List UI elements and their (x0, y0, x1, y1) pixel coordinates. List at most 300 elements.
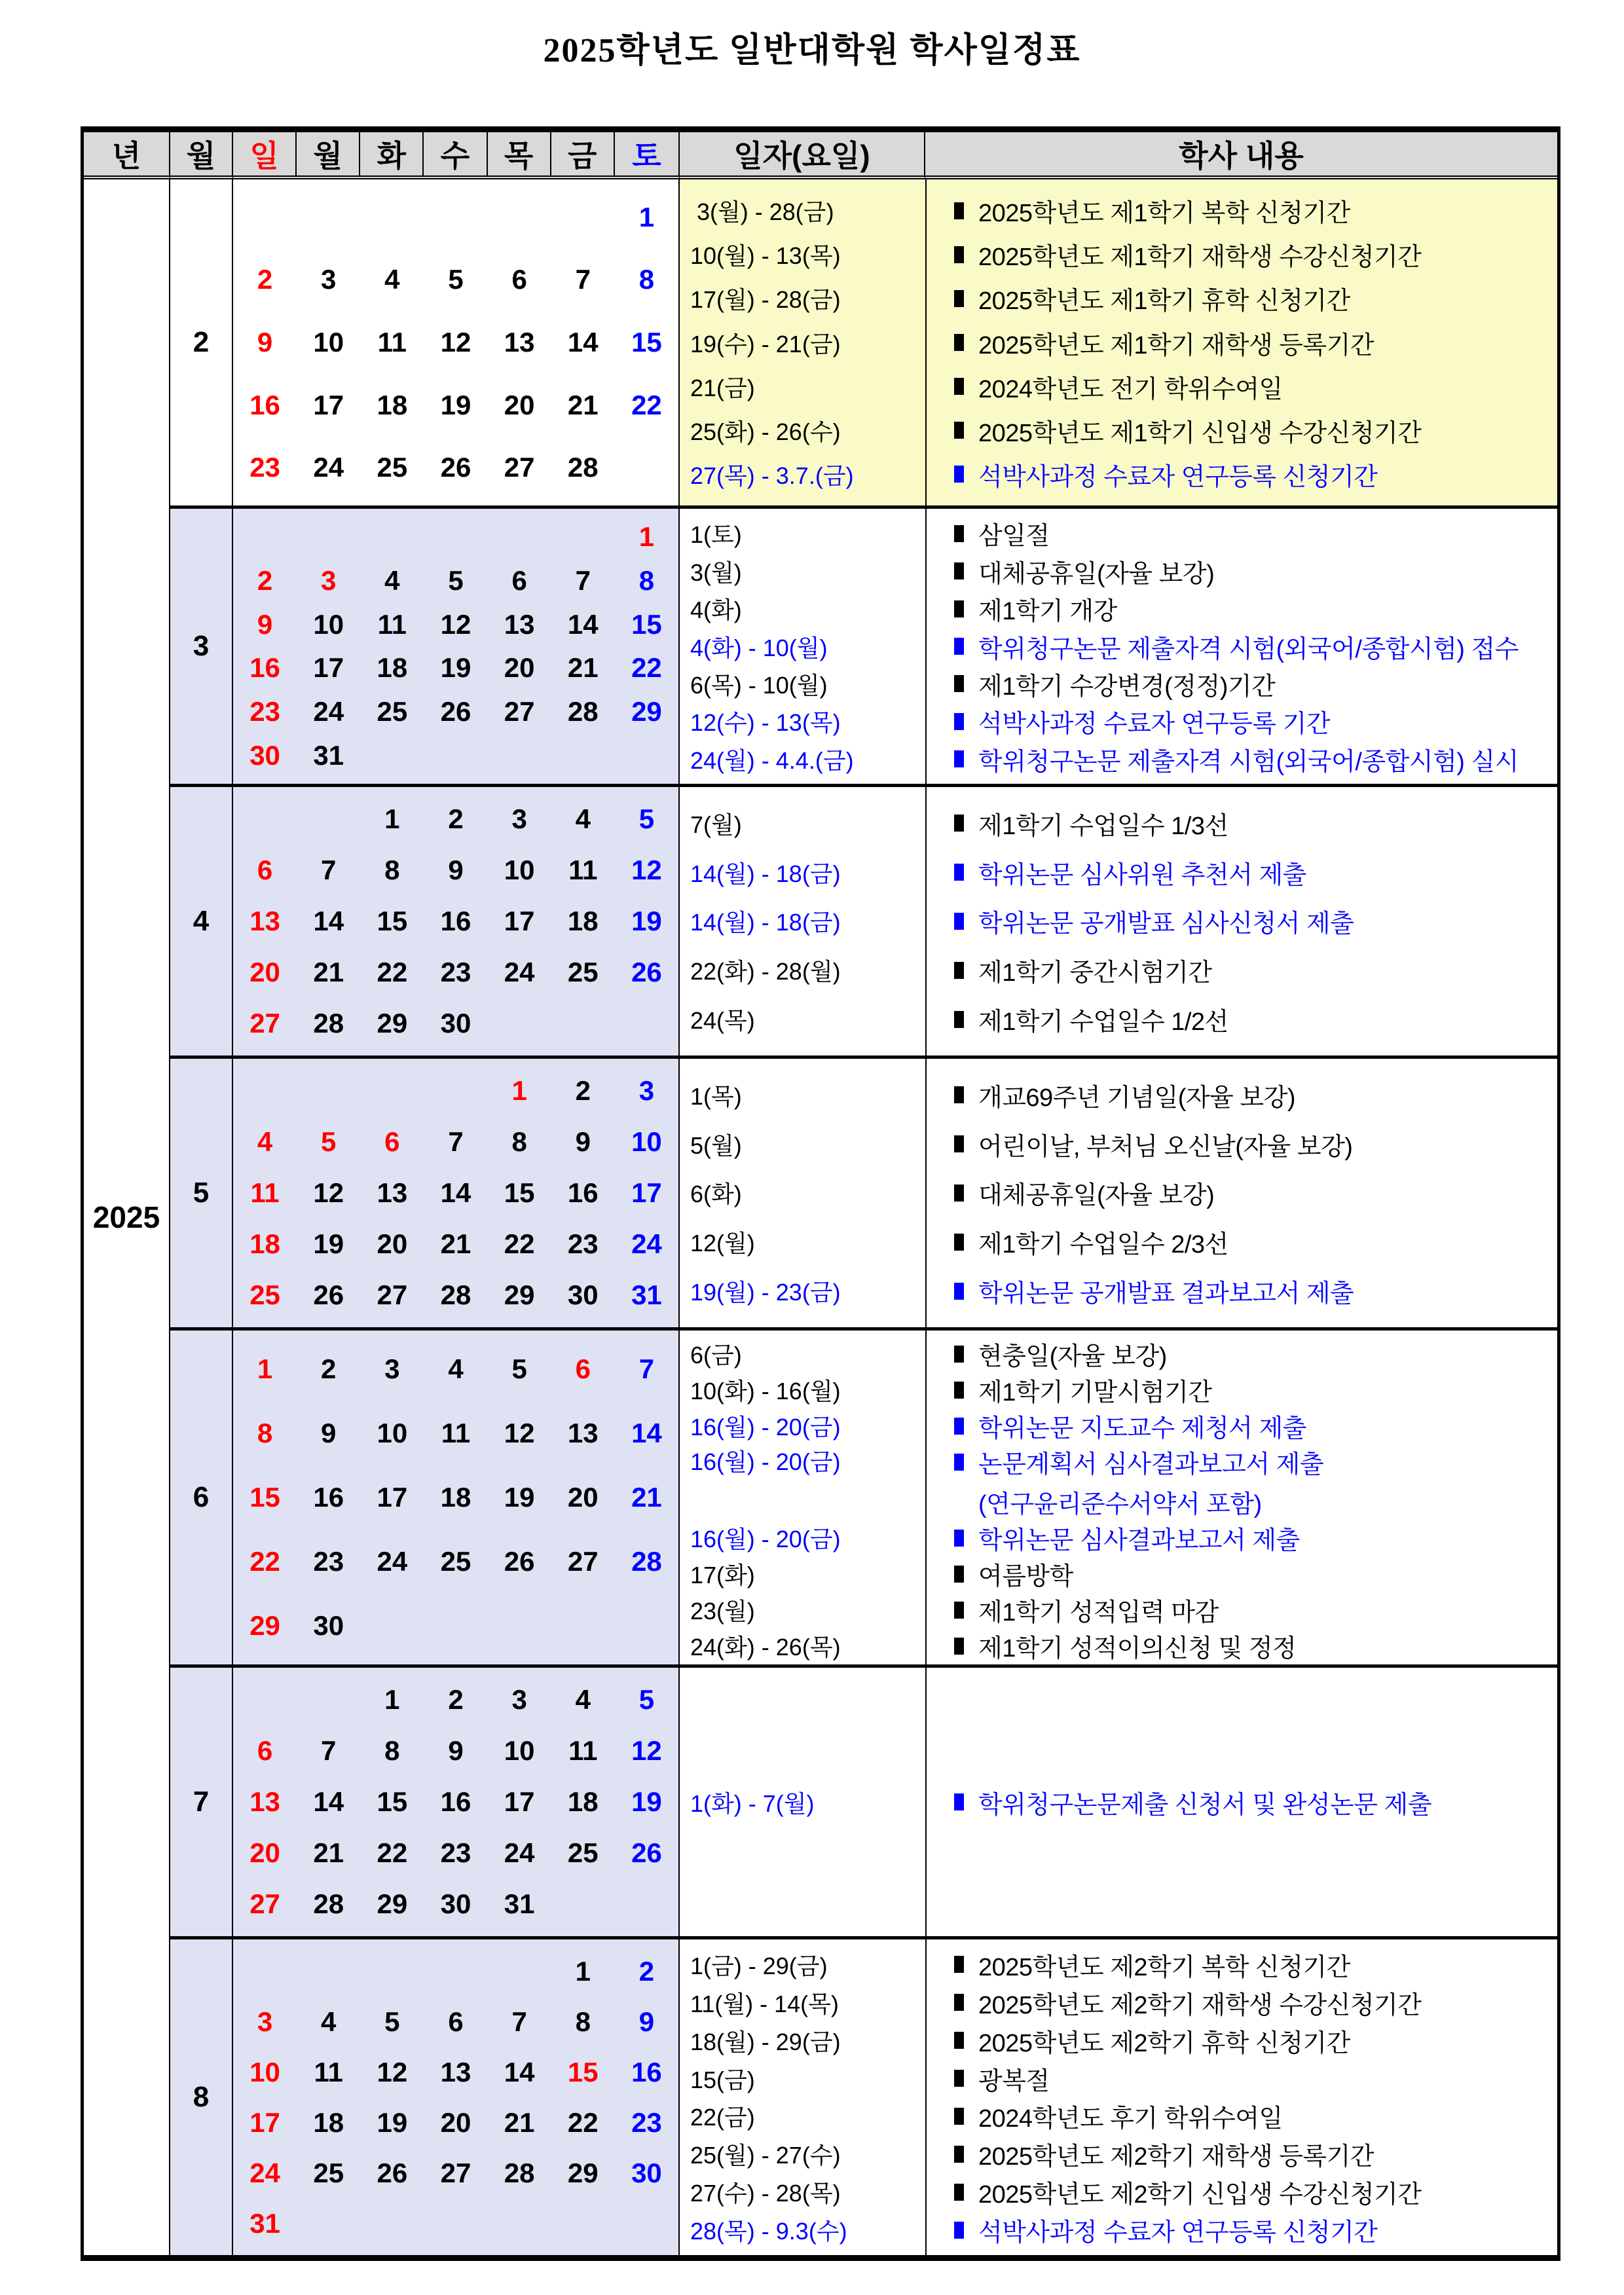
calendar-day-empty (615, 733, 678, 777)
calendar-day: 4 (575, 803, 591, 834)
calendar-day: 22 (377, 1837, 408, 1868)
schedule-event-text: 학위논문 심사결과보고서 제출 (978, 1527, 1300, 1554)
schedule-row (680, 1985, 1557, 2021)
schedule-event-text: 여름방학 (978, 1563, 1073, 1590)
calendar-day: 24 (504, 1837, 535, 1868)
calendar-day: 2 (448, 803, 464, 834)
bullet-icon (954, 1454, 964, 1471)
calendar-day-empty (297, 1946, 360, 1996)
column-divider (925, 509, 927, 784)
calendar-day: 29 (377, 1888, 408, 1919)
schedule-event-text: 석박사과정 수료자 연구등록 기간 (978, 710, 1331, 739)
calendar-day: 26 (313, 1279, 344, 1310)
calendar-day: 25 (249, 1279, 280, 1310)
calendar-day: 3 (257, 2006, 273, 2037)
bullet-icon (954, 2070, 964, 2087)
bullet-icon (954, 2146, 964, 2163)
calendar-day: 21 (567, 652, 599, 684)
bullet-icon (954, 1793, 964, 1810)
month-calendar-6 (233, 1327, 680, 1664)
schedule-event (925, 2174, 1557, 2210)
header-year: 년 (84, 132, 170, 179)
calendar-day: 20 (249, 957, 280, 987)
schedule-date: 6(화) (690, 1181, 742, 1208)
schedule-event-text: 2025학년도 제2학기 신입생 수강신청기간 (978, 2181, 1422, 2209)
calendar-day: 14 (313, 1786, 344, 1817)
calendar-day: 24 (377, 1546, 408, 1577)
calendar-day: 17 (249, 2106, 280, 2138)
schedule-event (925, 903, 1557, 939)
calendar-day: 5 (638, 803, 655, 834)
calendar-day: 14 (567, 326, 599, 358)
weekday-header-7: 토 (632, 139, 661, 173)
calendar-day: 29 (504, 1279, 535, 1310)
bullet-icon (954, 378, 964, 395)
calendar-day-empty (615, 436, 678, 499)
calendar-day-empty (488, 1946, 551, 1996)
schedule-event-text: 현충일(자율 보강) (978, 1343, 1167, 1370)
calendar-day: 12 (440, 326, 471, 358)
calendar-day: 10 (313, 326, 344, 358)
calendar-day-empty (488, 733, 551, 777)
calendar-day: 23 (567, 1228, 599, 1259)
schedule-row (680, 1592, 1557, 1628)
header-date: 일자(요일) (680, 132, 925, 179)
bullet-icon (954, 2108, 964, 2125)
calendar-day: 24 (631, 1228, 662, 1259)
calendar-day: 22 (504, 1228, 535, 1259)
schedule-date: 10(화) - 16(월) (690, 1378, 841, 1405)
calendar-day: 6 (384, 1126, 400, 1157)
calendar-day-empty (360, 1594, 424, 1658)
bullet-icon (954, 1530, 964, 1547)
schedule-event (925, 2098, 1557, 2134)
calendar-day: 26 (440, 695, 471, 727)
calendar-day: 28 (440, 1279, 471, 1310)
calendar-day: 18 (567, 906, 599, 936)
schedule-date: 16(월) - 20(금) (690, 1448, 841, 1475)
calendar-day: 16 (249, 652, 280, 684)
calendar-day: 17 (313, 389, 344, 420)
calendar-day-empty (488, 998, 551, 1049)
schedule-date: 28(목) - 9.3(수) (690, 2218, 847, 2245)
schedule-event-text: 제1학기 중간시험기간 (978, 959, 1212, 987)
month-calendar-5 (233, 1056, 680, 1327)
schedule-event (925, 1175, 1557, 1211)
month-calendar-4 (233, 784, 680, 1056)
calendar-day: 18 (249, 1228, 280, 1259)
calendar-day: 12 (377, 2056, 408, 2087)
calendar-day: 2 (575, 1075, 591, 1106)
calendar-day: 18 (377, 389, 408, 420)
schedule-event-text: 제1학기 성적입력 마감 (978, 1599, 1219, 1626)
schedule-event-text: 제1학기 수강변경(정정)기간 (978, 672, 1276, 701)
calendar-day: 11 (568, 1735, 598, 1766)
schedule-row (680, 456, 1557, 492)
calendar-day: 16 (631, 2056, 662, 2087)
schedule-event (925, 1947, 1557, 1983)
header-content: 학사 내용 (925, 132, 1557, 179)
schedule-row (680, 2174, 1557, 2210)
schedule-event (925, 369, 1557, 405)
calendar-day: 19 (504, 1482, 535, 1513)
schedule-event (925, 805, 1557, 841)
column-divider (925, 1059, 927, 1327)
calendar-day: 17 (377, 1482, 408, 1513)
calendar-day-empty (615, 1879, 678, 1930)
month-label-5: 5 (170, 1056, 233, 1327)
calendar-day: 6 (511, 564, 527, 596)
month-calendar-8 (233, 1936, 680, 2255)
weekday-header-1: 일 (233, 132, 297, 175)
calendar-day-empty (297, 2198, 360, 2249)
schedule-date: 22(화) - 28(월) (690, 958, 841, 985)
calendar-day-empty (424, 1594, 487, 1658)
schedule-date: 11(월) - 14(목) (690, 1990, 839, 2017)
calendar-day: 3 (511, 803, 527, 834)
month-label-3: 3 (170, 505, 233, 784)
calendar-day: 1 (384, 1684, 400, 1715)
calendar-day-empty (424, 186, 487, 249)
calendar-day: 10 (377, 1418, 408, 1448)
schedule-event-text: 2025학년도 제2학기 복학 신청기간 (978, 1953, 1350, 1981)
schedule-row (680, 280, 1557, 316)
calendar-day: 29 (377, 1008, 408, 1038)
calendar-day-empty (551, 1879, 615, 1930)
calendar-day: 22 (567, 2106, 599, 2138)
calendar-day: 3 (321, 564, 337, 596)
header-month: 월 (170, 132, 233, 179)
bullet-icon (954, 2222, 964, 2239)
calendar-day-empty (488, 1594, 551, 1658)
month-label-8: 8 (170, 1936, 233, 2255)
calendar-day-empty (360, 515, 424, 559)
schedule-date: 19(월) - 23(금) (690, 1279, 841, 1306)
calendar-day-empty (233, 1946, 297, 1996)
calendar-day-empty (424, 2198, 487, 2249)
schedule-row (680, 515, 1557, 551)
calendar-day: 13 (567, 1418, 599, 1448)
schedule-event (925, 2023, 1557, 2059)
schedule-event-text: 대체공휴일(자율 보강) (978, 1182, 1215, 1210)
schedule-event (925, 2061, 1557, 2097)
schedule-event (925, 741, 1557, 777)
calendar-day: 29 (249, 1610, 280, 1641)
month-label-2: 2 (170, 179, 233, 505)
bullet-icon (954, 1135, 964, 1152)
schedule-event (925, 854, 1557, 890)
schedule-event-text: 대체공휴일(자율 보강) (978, 560, 1215, 588)
bullet-icon (954, 2032, 964, 2049)
calendar-day: 4 (448, 1353, 464, 1384)
schedule-event-text: 제1학기 수업일수 2/3선 (978, 1231, 1228, 1259)
calendar-day: 12 (631, 1735, 662, 1766)
calendar-day: 27 (377, 1279, 408, 1310)
schedule-event-text: 제1학기 수업일수 1/3선 (978, 812, 1228, 840)
calendar-day: 28 (504, 2157, 535, 2188)
calendar-day: 3 (321, 264, 337, 295)
calendar-day: 29 (567, 2157, 599, 2188)
calendar-day: 28 (631, 1546, 662, 1577)
calendar-day: 9 (257, 608, 273, 640)
schedule-date: 25(화) - 26(수) (690, 418, 841, 445)
schedule-row (680, 1784, 1557, 1820)
calendar-day: 27 (249, 1008, 280, 1038)
schedule-date: 18(월) - 29(금) (690, 2028, 841, 2055)
calendar-day: 2 (257, 564, 273, 596)
column-divider (925, 1668, 927, 1936)
calendar-day: 18 (440, 1482, 471, 1513)
schedule-row (680, 1556, 1557, 1592)
calendar-day: 17 (631, 1177, 662, 1208)
schedule-row (680, 369, 1557, 405)
bullet-icon (954, 1346, 964, 1363)
calendar-day-empty (424, 1946, 487, 1996)
schedule-event-text: 2025학년도 제1학기 휴학 신청기간 (978, 287, 1350, 316)
bullet-icon (954, 1602, 964, 1619)
calendar-day: 20 (249, 1837, 280, 1868)
month-calendar-2 (233, 179, 680, 505)
calendar-day: 28 (567, 452, 599, 483)
schedule-event-text: 학위논문 심사위원 추천서 제출 (978, 861, 1306, 889)
calendar-day: 4 (384, 264, 400, 295)
schedule-row (680, 1947, 1557, 1983)
calendar-day-empty (360, 1065, 424, 1116)
column-divider (925, 1331, 927, 1664)
calendar-day: 14 (440, 1177, 471, 1208)
schedule-date: 17(화) (690, 1562, 755, 1588)
schedule-event-text: 2025학년도 제2학기 재학생 수강신청기간 (978, 1991, 1422, 2019)
calendar-day: 10 (249, 2056, 280, 2087)
calendar-day: 25 (440, 1546, 471, 1577)
calendar-day-empty (488, 2198, 551, 2249)
bullet-icon (954, 675, 964, 692)
schedule-event-text: 학위논문 공개발표 심사신청서 제출 (978, 910, 1354, 938)
calendar-day: 1 (638, 521, 655, 553)
schedule-date: 24(월) - 4.4.(금) (690, 746, 854, 774)
bullet-icon (954, 1011, 964, 1028)
calendar-day: 23 (440, 957, 471, 987)
bullet-icon (954, 962, 964, 979)
calendar-day: 2 (257, 264, 273, 295)
calendar-day-empty (488, 186, 551, 249)
calendar-day: 31 (504, 1888, 535, 1919)
month-schedule-2 (680, 179, 1557, 505)
schedule-event-text: 제1학기 수업일수 1/2선 (978, 1008, 1228, 1037)
bullet-icon (954, 1638, 964, 1655)
calendar-day-empty (233, 515, 297, 559)
calendar-day: 30 (440, 1008, 471, 1038)
schedule-event (925, 2136, 1557, 2172)
schedule-row (680, 1126, 1557, 1162)
calendar-day: 16 (440, 906, 471, 936)
schedule-date: 25(월) - 27(수) (690, 2142, 841, 2169)
schedule-row (680, 1273, 1557, 1309)
bullet-icon (954, 1994, 964, 2011)
weekday-header-2: 월 (297, 132, 360, 175)
schedule-event (925, 325, 1557, 361)
calendar-day: 13 (377, 1177, 408, 1208)
calendar-day: 8 (384, 854, 400, 885)
schedule-date: 4(화) - 10(월) (690, 634, 828, 661)
schedule-event (925, 193, 1557, 229)
schedule-event-text: 2025학년도 제1학기 복학 신청기간 (978, 200, 1350, 228)
calendar-day: 6 (511, 264, 527, 295)
schedule-row (680, 1628, 1557, 1664)
schedule-event-text: 학위논문 공개발표 결과보고서 제출 (978, 1280, 1354, 1308)
calendar-day: 25 (377, 452, 408, 483)
schedule-row (680, 325, 1557, 361)
calendar-day: 7 (575, 564, 591, 596)
calendar-day: 13 (249, 906, 280, 936)
month-calendar-7 (233, 1664, 680, 1936)
bullet-icon (954, 1234, 964, 1251)
schedule-event (925, 1077, 1557, 1113)
schedule-date: 22(금) (690, 2104, 755, 2131)
calendar-day: 22 (377, 957, 408, 987)
calendar-day: 8 (638, 564, 655, 596)
calendar-day-empty (488, 515, 551, 559)
calendar-day: 21 (313, 1837, 344, 1868)
calendar-day: 17 (504, 906, 535, 936)
month-label-7: 7 (170, 1664, 233, 1936)
bullet-icon (954, 864, 964, 881)
schedule-row (680, 193, 1557, 229)
calendar-day: 21 (313, 957, 344, 987)
calendar-day: 26 (631, 957, 662, 987)
calendar-day: 11 (377, 608, 407, 640)
schedule-row (680, 1224, 1557, 1260)
schedule-date: 19(수) - 21(금) (690, 330, 841, 358)
bullet-icon (954, 1283, 964, 1300)
schedule-event-text: 2025학년도 제1학기 재학생 등록기간 (978, 331, 1375, 359)
schedule-event (925, 1985, 1557, 2021)
schedule-date: 3(월) - 28(금) (690, 198, 834, 226)
bullet-icon (954, 202, 964, 219)
bullet-icon (954, 525, 964, 542)
schedule-row (680, 1175, 1557, 1211)
calendar-day-empty (297, 1674, 360, 1725)
schedule-event-text: 2025학년도 제2학기 재학생 등록기간 (978, 2143, 1375, 2171)
schedule-date: 21(금) (690, 374, 755, 401)
schedule-event-text: 학위논문 지도교수 제청서 제출 (978, 1415, 1306, 1442)
schedule-date: 15(금) (690, 2066, 755, 2093)
calendar-day: 15 (377, 906, 408, 936)
schedule-event (925, 553, 1557, 589)
calendar-day: 25 (567, 1837, 599, 1868)
schedule-row (680, 1336, 1557, 1372)
calendar-day: 26 (377, 2157, 408, 2188)
calendar-day: 23 (249, 695, 280, 727)
schedule-event-text: 논문계획서 심사결과보고서 제출 (978, 1451, 1324, 1478)
weekday-header-4: 수 (424, 132, 487, 175)
schedule-row (680, 2023, 1557, 2059)
calendar-day: 14 (313, 906, 344, 936)
calendar-day-empty (551, 515, 615, 559)
calendar-day: 7 (321, 854, 337, 885)
month-schedule-6 (680, 1327, 1557, 1664)
calendar-day: 1 (638, 201, 655, 232)
schedule-row (680, 553, 1557, 589)
schedule-event-text: 삼일절 (978, 523, 1050, 551)
calendar-day: 11 (568, 854, 598, 885)
calendar-day: 13 (504, 608, 535, 640)
calendar-day: 19 (313, 1228, 344, 1259)
schedule-row (680, 741, 1557, 777)
calendar-day-empty (551, 1594, 615, 1658)
calendar-day: 21 (567, 389, 599, 420)
schedule-event (925, 2212, 1557, 2248)
schedule-row (680, 1408, 1557, 1444)
calendar-day: 8 (575, 2006, 591, 2037)
calendar-day: 7 (511, 2006, 527, 2037)
schedule-event-text: 석박사과정 수료자 연구등록 신청기간 (978, 463, 1378, 491)
calendar-day: 6 (575, 1353, 591, 1384)
schedule-date: 1(토) (690, 521, 742, 549)
calendar-day: 16 (313, 1482, 344, 1513)
calendar-day: 11 (441, 1418, 471, 1448)
column-divider (925, 179, 927, 505)
bullet-icon (954, 638, 964, 655)
bullet-icon (954, 1418, 964, 1435)
calendar-day: 5 (448, 564, 464, 596)
weekday-header-3: 화 (360, 132, 424, 175)
calendar-day: 17 (504, 1786, 535, 1817)
schedule-date: 1(금) - 29(금) (690, 1952, 828, 1979)
bullet-icon (954, 1086, 964, 1103)
calendar-day: 12 (504, 1418, 535, 1448)
calendar-day-empty (615, 1594, 678, 1658)
schedule-date: 1(목) (690, 1082, 742, 1110)
calendar-day: 13 (440, 2056, 471, 2087)
month-schedule-5 (680, 1056, 1557, 1327)
calendar-day: 11 (377, 326, 407, 358)
calendar-day: 5 (321, 1126, 337, 1157)
calendar-day: 1 (384, 803, 400, 834)
calendar-day: 10 (504, 854, 535, 885)
schedule-event (925, 1556, 1557, 1592)
schedule-event-text: 광복절 (978, 2067, 1050, 2095)
calendar-day: 22 (631, 389, 662, 420)
calendar-day: 28 (313, 1008, 344, 1038)
schedule-date: 10(월) - 13(목) (690, 242, 841, 270)
schedule-date: 1(화) - 7(월) (690, 1790, 815, 1817)
calendar-day: 25 (567, 957, 599, 987)
calendar-day: 6 (448, 2006, 464, 2037)
calendar-day: 25 (313, 2157, 344, 2188)
schedule-event-text: 제1학기 성적이의신청 및 정정 (978, 1635, 1297, 1662)
calendar-day: 21 (631, 1482, 662, 1513)
schedule-row (680, 2212, 1557, 2248)
schedule-event (925, 456, 1557, 492)
schedule-date: 3(월) (690, 559, 742, 586)
month-schedule-8 (680, 1936, 1557, 2255)
calendar-day: 16 (249, 389, 280, 420)
schedule-row (680, 591, 1557, 627)
calendar-day: 4 (321, 2006, 337, 2037)
calendar-day: 9 (448, 854, 464, 885)
calendar-day: 12 (631, 854, 662, 885)
schedule-event (925, 236, 1557, 272)
calendar-day-empty (424, 515, 487, 559)
calendar-day-empty (233, 794, 297, 845)
calendar-day: 27 (440, 2157, 471, 2188)
calendar-day: 12 (313, 1177, 344, 1208)
bullet-icon (954, 815, 964, 832)
calendar-day: 5 (384, 2006, 400, 2037)
schedule-date: 7(월) (690, 811, 742, 838)
calendar-day-empty (360, 2198, 424, 2249)
